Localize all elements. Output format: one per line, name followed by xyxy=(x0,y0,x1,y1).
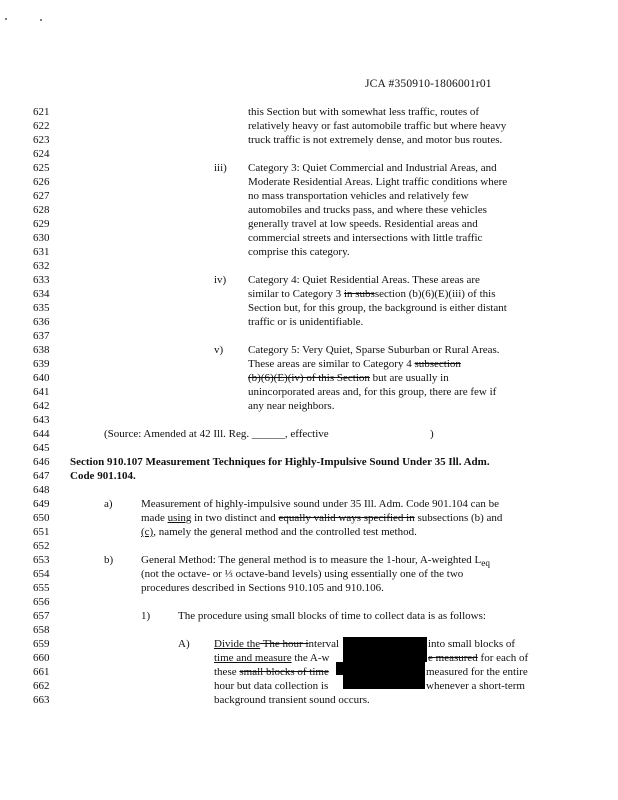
category-3-line: comprise this category. xyxy=(248,246,350,258)
deleted-text: The hour i xyxy=(260,638,309,650)
deleted-text: (b)(6)(E)(iv) of this Section xyxy=(248,372,370,384)
category-4-line: traffic or is unidentifiable. xyxy=(248,316,364,328)
line-number: 624 xyxy=(33,148,50,160)
line-number: 646 xyxy=(33,456,50,468)
subscript: eq xyxy=(481,558,490,569)
item-A-line: into small blocks of xyxy=(428,638,516,650)
category-5-line xyxy=(248,358,461,370)
category-3-line: no mass transportation vehicles and relatively few xyxy=(248,190,469,202)
category-3-marker: iii) xyxy=(214,162,227,174)
source-close-paren: ) xyxy=(430,428,434,440)
item-A-line: measured for the entire xyxy=(426,666,528,678)
line-number: 648 xyxy=(33,484,50,496)
text-run: similar to Category 3 xyxy=(248,288,344,300)
line-number: 632 xyxy=(33,260,50,272)
item-1-line: The procedure using small blocks of time to collect data is as follows: xyxy=(178,610,486,622)
line-number: 630 xyxy=(33,232,50,244)
line-number: 645 xyxy=(33,442,50,454)
line-number: 662 xyxy=(33,680,50,692)
category-5-line xyxy=(248,372,449,384)
line-number: 641 xyxy=(33,386,50,398)
line-number: 652 xyxy=(33,540,50,552)
line-number: 621 xyxy=(33,106,50,118)
line-number: 635 xyxy=(33,302,50,314)
line-number: 654 xyxy=(33,568,50,580)
line-number: 640 xyxy=(33,372,50,384)
inserted-text: Divide the xyxy=(214,638,261,650)
scan-speck xyxy=(40,19,42,21)
subsection-a-line: Measurement of highly-impulsive sound under 35 Ill. Adm. Code 901.104 can be xyxy=(141,498,500,510)
deleted-text: in subs xyxy=(343,288,375,300)
item-A-line: whenever a short-term xyxy=(426,680,525,692)
line-number: 647 xyxy=(33,470,50,482)
subsection-b-line: (not the octave- or ⅓ octave-band levels) using essentially one of the two xyxy=(141,568,464,580)
item-A-line xyxy=(214,652,329,664)
text-run: these xyxy=(214,666,240,678)
line-number: 661 xyxy=(33,666,50,678)
subsection-b-line xyxy=(141,554,490,568)
deleted-text: equally valid ways specified in xyxy=(278,512,415,524)
line-number: 649 xyxy=(33,498,50,510)
category-3-line: Category 3: Quiet Commercial and Industrial Areas, and xyxy=(248,162,497,174)
line-number: 628 xyxy=(33,204,50,216)
inserted-text: (c) xyxy=(141,526,154,538)
line-number: 623 xyxy=(33,134,50,146)
line-number: 657 xyxy=(33,610,50,622)
category-4-line: Section but, for this group, the background is either distant xyxy=(248,302,507,314)
redaction-block xyxy=(343,637,427,650)
line-number: 638 xyxy=(33,344,50,356)
line-number: 644 xyxy=(33,428,50,440)
category-2-line: relatively heavy or fast automobile traffic but where heavy xyxy=(248,120,507,132)
scan-speck xyxy=(5,18,7,20)
line-number: 633 xyxy=(33,274,50,286)
line-number: 634 xyxy=(33,288,50,300)
line-number: 639 xyxy=(33,358,50,370)
text-run: section (b)(6)(E)(iii) of this xyxy=(374,288,496,300)
category-3-line: Moderate Residential Areas. Light traffic conditions where xyxy=(248,176,508,188)
line-number: 642 xyxy=(33,400,50,412)
line-number: 627 xyxy=(33,190,50,202)
item-A-line: hour but data collection is xyxy=(214,680,329,692)
item-A-line xyxy=(214,666,329,678)
category-2-line: this Section but with somewhat less traffic, routes of xyxy=(248,106,480,118)
text-run: made xyxy=(141,512,168,524)
subsection-b-line: procedures described in Sections 910.105 and 910.106. xyxy=(141,582,384,594)
item-A-line xyxy=(214,638,339,650)
text-run: General Method: The general method is to measure the 1-hour, A-weighted L xyxy=(141,554,482,566)
line-number: 625 xyxy=(33,162,50,174)
line-number: 643 xyxy=(33,414,50,426)
source-effective: , effective xyxy=(284,428,329,440)
redaction-block xyxy=(343,675,425,689)
line-number: 655 xyxy=(33,582,50,594)
subsection-b-marker: b) xyxy=(104,554,114,566)
line-number: 651 xyxy=(33,526,50,538)
text-run: subsections (b) and xyxy=(414,512,503,524)
line-number: 650 xyxy=(33,512,50,524)
text-run: in two distinct and xyxy=(191,512,279,524)
category-2-line: truck traffic is not extremely dense, and motor bus routes. xyxy=(248,134,503,146)
category-5-line: Category 5: Very Quiet, Sparse Suburban or Rural Areas. xyxy=(248,344,500,356)
line-number: 659 xyxy=(33,638,50,650)
category-5-line: any near neighbors. xyxy=(248,400,335,412)
subsection-a-line xyxy=(141,512,502,524)
category-4-line: Category 4: Quiet Residential Areas. These areas are xyxy=(248,274,480,286)
item-A-line xyxy=(428,652,528,664)
text-run: nterval xyxy=(308,638,340,650)
text-run: These areas are similar to Category 4 xyxy=(248,358,415,370)
subsection-a-marker: a) xyxy=(104,498,113,510)
document-id: JCA #350910-1806001r01 xyxy=(365,78,492,90)
source-note xyxy=(104,428,329,440)
line-number: 658 xyxy=(33,624,50,636)
line-number: 663 xyxy=(33,694,50,706)
deleted-text: small blocks of time xyxy=(239,666,329,678)
category-4-marker: iv) xyxy=(214,274,227,286)
section-heading: Section 910.107 Measurement Techniques for Highly-Impulsive Sound Under 35 Ill. Adm. xyxy=(70,456,490,468)
category-4-line xyxy=(248,288,495,300)
item-1-marker: 1) xyxy=(141,610,151,622)
text-run: , namely the general method and the controlled test method. xyxy=(153,526,417,538)
redaction-block xyxy=(336,662,425,675)
line-number: 653 xyxy=(33,554,50,566)
category-3-line: generally travel at low speeds. Residential areas and xyxy=(248,218,478,230)
item-A-line: background transient sound occurs. xyxy=(214,694,370,706)
line-number: 636 xyxy=(33,316,50,328)
line-number: 637 xyxy=(33,330,50,342)
text-run: for each of xyxy=(477,652,529,664)
item-A-marker: A) xyxy=(178,638,190,650)
line-number: 626 xyxy=(33,176,50,188)
line-number: 629 xyxy=(33,218,50,230)
subsection-a-line xyxy=(141,526,417,538)
line-number: 660 xyxy=(33,652,50,664)
line-number: 622 xyxy=(33,120,50,132)
category-3-line: commercial streets and intersections with little traffic xyxy=(248,232,483,244)
text-run: but are usually in xyxy=(369,372,449,384)
text-run: the A-w xyxy=(291,652,330,664)
line-number: 656 xyxy=(33,596,50,608)
category-5-marker: v) xyxy=(214,344,224,356)
deleted-text: e measured xyxy=(428,652,478,664)
source-prefix: (Source: Amended at 42 Ill. Reg. xyxy=(104,428,252,440)
category-3-line: automobiles and trucks pass, and where these vehicles xyxy=(248,204,487,216)
source-blank: ______ xyxy=(251,428,285,440)
inserted-text: time and measure xyxy=(214,652,292,664)
section-heading: Code 901.104. xyxy=(70,470,136,482)
redaction-block xyxy=(343,650,427,662)
deleted-text: subsection xyxy=(414,358,461,370)
line-number: 631 xyxy=(33,246,50,258)
inserted-text: using xyxy=(167,512,192,524)
category-5-line: unincorporated areas and, for this group, there are few if xyxy=(248,386,497,398)
